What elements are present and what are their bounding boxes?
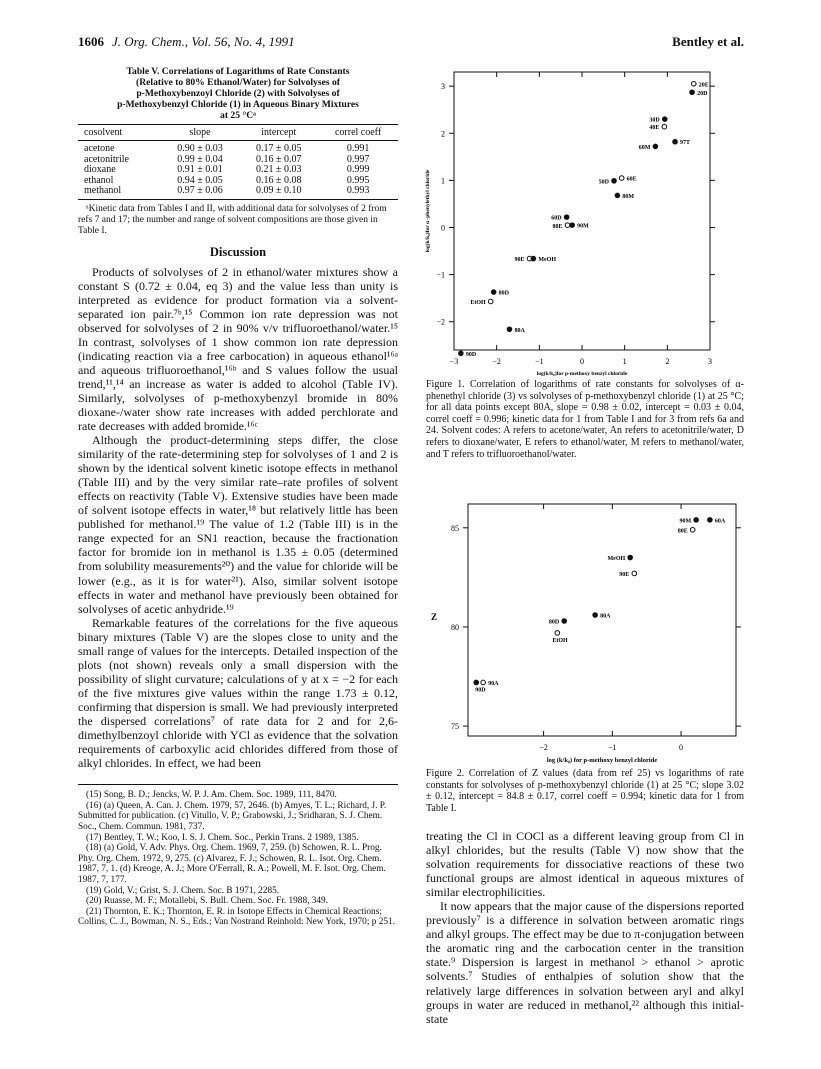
- figure-2-caption: Figure 2. Correlation of Z values (data from ref 25) vs logarithms of rate constants for solvolyses of p-methoxybenzyl chloride (1) at 25 °C; slope 3.02 ± 0.12, intercept = 84.8 ± 0.17, correl coeff = 0.994; kinetic data for 1 from Table I.: [426, 768, 744, 814]
- point-label: 80D: [498, 290, 510, 297]
- data-point-40e: [649, 124, 666, 131]
- point-label: 80E: [552, 224, 563, 231]
- point-marker: [662, 124, 667, 129]
- table-title-line: (Relative to 80% Ethanol/Water) for Solvolyses of: [136, 77, 340, 88]
- figure-1-chart: [424, 62, 748, 378]
- plot-frame: [454, 72, 710, 350]
- point-marker: [565, 223, 570, 228]
- point-label: 90D: [475, 687, 486, 694]
- data-point-60d: [551, 215, 569, 222]
- table-cell: 0.999: [346, 164, 370, 175]
- figure-1-caption: Figure 1. Correlation of logarithms of rate constants for solvolyses of α-phenethyl chloride (3) vs solvolyses of p-methoxybenzyl chloride (1) at 25 °C; for all data points except 80A, slope = 0.98 ± 0.02, intercept = 0.03 ± 0.04, correl coeff = 0.996; kinetic data for 1 from Table I and for 3 from refs 6a and 24. Solvent codes: A refers to acetone/water, An refers to acetonitrile/water, D refers to dioxane/water, E refers to ethanol/water, M refers to methanol/water, and T refers to trifluoroethanol/water.: [426, 379, 744, 460]
- point-marker: [488, 299, 493, 304]
- right-column-text: [426, 829, 744, 1026]
- table-cell: acetonitrile: [84, 153, 129, 165]
- x-tick-label: −2: [539, 743, 548, 752]
- point-marker: [531, 256, 536, 261]
- table-cell: 0.09 ± 0.10: [239, 186, 318, 199]
- point-marker: [628, 555, 633, 560]
- column-header: cosolvent: [78, 125, 161, 141]
- point-label: 30D: [649, 117, 660, 124]
- references: [78, 784, 398, 928]
- table-cell: 0.991: [346, 143, 370, 154]
- reference-item: (16) (a) Queen, A. Can. J. Chem. 1979, 57, 2646. (b) Amyes, T. L.; Richard, J. P. Submitted for publication. (c) Vitullo, V. P.; Grabowski, J.; Sridharan, S. J. Chem. Soc., Chem. Commun. 1981, 737.: [78, 800, 387, 832]
- data-point-60m: [639, 144, 658, 151]
- data-point-80e: [678, 527, 695, 534]
- y-tick-label: −2: [436, 317, 445, 327]
- y-tick-label: 0: [441, 223, 445, 233]
- y-tick-label: 3: [441, 82, 445, 92]
- reference-item: (17) Bentley, T. W.; Koo, I. S. J. Chem. Soc., Perkin Trans. 2 1989, 1385.: [86, 832, 359, 843]
- table-cell: 0.993: [318, 186, 398, 199]
- y-tick-label: −1: [436, 270, 445, 280]
- left-column: [78, 66, 398, 928]
- point-marker: [690, 90, 695, 95]
- table-header-row: [78, 125, 398, 141]
- x-tick-label: −3: [449, 357, 459, 366]
- point-label: 20D: [697, 90, 708, 97]
- point-label: 60M: [638, 144, 651, 151]
- table-cell: methanol: [78, 186, 161, 199]
- y-tick-label: 1: [441, 176, 445, 186]
- data-point-etoh: [470, 299, 493, 306]
- point-label: 97T: [680, 140, 691, 147]
- reference-item: (19) Gold, V.; Grist, S. J. Chem. Soc. B 1971, 2285.: [86, 885, 280, 896]
- table-cell: 0.995: [346, 174, 370, 186]
- point-label: MeOH: [607, 556, 626, 563]
- table-cell: 0.94 ± 0.05: [177, 174, 223, 186]
- data-point-80d: [549, 619, 567, 626]
- data-point-90e: [619, 571, 636, 578]
- table-cell: 0.90 ± 0.03: [177, 143, 223, 154]
- paragraph: Although the product-determining steps differ, the close similarity of the rate-determining step for solvolyses of 1 and 2 is shown by the identical solvent kinetic isotope effects in methanol (Table III) and by the very similar rate–rate profiles of solvent effects on reactivity (Table V). Extensive studies have been made of solvent isotope effects in water,¹⁸ but relatively little has been published for methanol.¹⁹ The value of 1.2 (Table III) is in the range expected for an SN1 reaction, because the fractionation factor for bromide ion in methanol is 1.35 ± 0.05 (determined from solubility measurements²⁰) and the value for chloride will be lower (e.g., as it is for water²¹). Also, similar solvent isotope effects in water and methanol have previously been obtained for solvolyses of acetic anhydride.¹⁹: [78, 433, 398, 616]
- table-title: [78, 66, 398, 121]
- running-authors: Bentley et al.: [672, 34, 744, 49]
- point-marker: [673, 139, 678, 144]
- y-tick-label: 85: [451, 523, 459, 533]
- column-header: intercept: [239, 125, 318, 141]
- point-label: 90A: [488, 680, 499, 687]
- point-marker: [662, 117, 667, 122]
- point-marker: [474, 680, 479, 685]
- point-label: 80E: [677, 528, 688, 535]
- paragraph: Products of solvolyses of 2 in ethanol/water mixtures show a constant S (0.72 ± 0.04, eq 3) and the value less than unity is interpreted as evidence for product formation via a solvent-separated ion pair.⁷ᵇ,¹⁵ Common ion rate depression was not observed for solvolyses of 2 in 90% v/v trifluoroethanol/water.¹⁵ In contrast, solvolyses of 1 show common ion rate depression (indicating reaction via a free carbocation) in aqueous ethanol¹⁶ᵃ and aqueous trifluoroethanol,¹⁶ᵇ and S values follow the usual trend,¹¹,¹⁴ an increase as water is added to alcohol (Table IV). Similarly, solvolyses of p-methoxybenzyl bromide in 80% dioxane-/water show rate increases with added perchlorate and rate decreases with added bromide.¹⁶ᶜ: [78, 264, 398, 434]
- table-title-line: p-Methoxybenzoyl Chloride (2) with Solvolyses of: [136, 88, 340, 99]
- table-cell: 0.17 ± 0.05: [256, 143, 302, 154]
- table-cell: 0.16 ± 0.07: [256, 153, 302, 165]
- x-axis-label: log (k/k₀) for p-methoxy benzyl chloride: [546, 757, 658, 764]
- x-tick-label: 2: [665, 357, 670, 366]
- table-cell: 0.997: [346, 153, 370, 165]
- column-header: correl coeff: [318, 125, 398, 141]
- reference-item: (15) Song, B. D.; Jencks, W. P. J. Am. Chem. Soc. 1989, 111, 8470.: [86, 790, 337, 801]
- journal-citation: J. Org. Chem., Vol. 56, No. 4, 1991: [112, 34, 295, 49]
- point-marker: [708, 518, 713, 523]
- point-label: 80D: [548, 619, 560, 626]
- point-label: 60D: [551, 215, 562, 222]
- table-footnote: ᵃKinetic data from Tables I and II, with additional data for solvolyses of 2 from refs 7 and 17; the number and range of solvent compositions are those given in Table I.: [78, 203, 387, 236]
- data-point-etoh: [552, 631, 568, 644]
- y-axis-label: Z: [430, 612, 438, 622]
- data-point-80a: [507, 327, 525, 334]
- point-label: EtOH: [470, 299, 486, 306]
- point-marker: [690, 527, 695, 532]
- point-label: 90E: [619, 571, 630, 578]
- point-label: 90M: [679, 518, 692, 525]
- page-number: 1606: [78, 34, 104, 49]
- point-label: MeOH: [538, 257, 557, 264]
- table-title-line: p-Methoxybenzyl Chloride (1) in Aqueous Binary Mixtures: [117, 99, 359, 110]
- point-label: 90D: [465, 351, 477, 358]
- reference-item: (20) Ruasse, M. F.; Motallebi, S. Bull. Chem. Soc. Fr. 1988, 349.: [86, 896, 329, 907]
- column-header: slope: [161, 125, 240, 141]
- x-axis-label: log(k/k₀)for p-methoxy benzyl chloride: [536, 371, 628, 377]
- section-heading: Discussion: [209, 244, 267, 259]
- table-cell: dioxane: [84, 164, 116, 175]
- figure-2-chart: [424, 494, 748, 766]
- data-point-30d: [649, 117, 667, 124]
- reference-item: (18) (a) Gold, V. Adv. Phys. Org. Chem. 1969, 7, 259. (b) Schowen, R. L. Prog. Phy. Org. Chem. 1972, 9, 275. (c) Alvarez, F. J.; Schowen, R. L. Isot. Org. Chem. 1987, 7, 1. (d) Kreoge, A. J.; More O'Ferrall, R. A.; Powell, M. F. Isot. Org. Chem. 1987, 7, 177.: [78, 843, 386, 885]
- y-tick-label: 80: [451, 622, 459, 632]
- point-marker: [632, 571, 637, 576]
- reference-item: (21) Thornton, E. K.; Thornton, E. R. in Isotope Effects in Chemical Reactions; Collins, C. J., Bowman, N. S., Eds.; Van Nostrand Reinhold: New York, 1970; p 251.: [78, 906, 395, 928]
- data-point-80m: [615, 193, 634, 200]
- point-marker: [564, 215, 569, 220]
- point-label: 60E: [626, 176, 637, 183]
- point-marker: [481, 680, 486, 685]
- table-cell: 0.99 ± 0.04: [177, 153, 223, 165]
- point-label: 50D: [598, 179, 609, 186]
- data-point-80d: [491, 290, 509, 297]
- point-marker: [619, 176, 624, 181]
- point-label: 60A: [714, 518, 726, 525]
- point-marker: [507, 327, 512, 332]
- data-point-97t: [673, 139, 690, 146]
- point-marker: [491, 290, 496, 295]
- y-tick-label: 2: [441, 129, 445, 139]
- data-point-20e: [691, 81, 708, 88]
- table-title-line: Table V. Correlations of Logarithms of Rate Constants: [126, 66, 350, 77]
- x-tick-label: 3: [708, 357, 712, 366]
- table-row: [78, 186, 398, 199]
- data-point-80e: [552, 223, 569, 230]
- data-point-90d: [459, 351, 477, 358]
- point-marker: [653, 144, 658, 149]
- data-point-90m: [570, 223, 589, 230]
- data-point-60e: [619, 176, 636, 183]
- x-tick-label: −1: [608, 743, 617, 752]
- table-row: [78, 165, 398, 176]
- x-tick-label: 1: [622, 357, 627, 366]
- point-label: 80M: [622, 193, 635, 200]
- point-label: 90E: [514, 257, 525, 264]
- table-title-line: at 25 °Cᵃ: [220, 110, 256, 121]
- data-point-60a: [708, 518, 726, 525]
- point-label: 20E: [698, 82, 709, 89]
- table-cell: 0.21 ± 0.03: [256, 164, 302, 175]
- table-cell: ethanol: [84, 174, 114, 186]
- x-tick-label: −2: [492, 357, 501, 366]
- point-marker: [555, 631, 560, 636]
- point-marker: [570, 223, 575, 228]
- y-tick-label: 75: [451, 722, 459, 732]
- table-cell: acetone: [84, 143, 115, 154]
- data-point-80a: [593, 613, 611, 620]
- table-cell: 0.91 ± 0.01: [177, 164, 223, 175]
- data-point-meoh: [531, 256, 556, 263]
- data-point-meoh: [608, 555, 633, 562]
- paragraph: Remarkable features of the correlations for the five aqueous binary mixtures (Table V) are the slopes close to unity and the small range of values for the intercepts. Detailed inspection of the plots (not shown) reveals only a small dispersion with the possibility of slight curvature; calculations of y at x = −2 for each of the five mixtures give values within the range 1.73 ± 0.12, confirming that dispersion is small. We had previously interpreted the dispersed correlations⁷ of rate data for 2 and for 2,6-dimethylbenzoyl chloride with YCl as evidence that the solvation requirements of carboxylic acid chlorides differed from those of alkyl chlorides. In effect, we had been: [78, 615, 398, 771]
- x-tick-label: 0: [580, 357, 584, 366]
- table-cell: 0.97 ± 0.06: [161, 186, 240, 199]
- data-point-90m: [679, 518, 698, 525]
- point-label: 90M: [577, 223, 589, 230]
- table-row: [78, 141, 398, 155]
- x-tick-label: 0: [679, 743, 684, 752]
- point-marker: [459, 351, 464, 356]
- plot-frame: [468, 504, 736, 736]
- point-label: EtOH: [552, 637, 568, 644]
- paragraph: treating the Cl in COCl as a different leaving group from Cl in alkyl chlorides, but the results (Table V) now show that the solvation requirements for dissociative reactions of these two functional groups are almost identical in aqueous mixtures of similar electrophilicities.: [426, 829, 744, 900]
- x-tick-label: −1: [535, 357, 544, 366]
- discussion-text: [78, 265, 398, 771]
- correlation-table: [78, 124, 398, 200]
- point-marker: [615, 193, 620, 198]
- point-label: 80A: [514, 327, 525, 334]
- y-axis-label: log(k/k₀)for α -phenylethyl chloride: [425, 169, 431, 253]
- point-marker: [562, 619, 567, 624]
- data-point-50d: [599, 179, 617, 186]
- point-marker: [612, 179, 617, 184]
- paragraph: It now appears that the major cause of the dispersions reported previously⁷ is a difference in solvation between aromatic rings and alkyl groups. The effect may be due to π-conjugation between the aromatic ring and the carbocation center in the transition state.⁹ Dispersion is largest in methanol > ethanol > aprotic solvents.⁷ Studies of enthalpies of solution show that the relatively large differences in solvation between aryl and alkyl groups in water are reduced in methanol,²² although this initial-state: [426, 899, 744, 1026]
- table-cell: 0.16 ± 0.08: [256, 174, 302, 186]
- data-point-90e: [515, 256, 532, 263]
- point-marker: [593, 613, 598, 618]
- point-marker: [694, 518, 699, 523]
- data-point-20d: [690, 90, 708, 97]
- point-marker: [691, 81, 696, 86]
- point-label: 80A: [600, 613, 611, 620]
- point-label: 40E: [649, 125, 660, 132]
- data-point-90a: [481, 680, 499, 687]
